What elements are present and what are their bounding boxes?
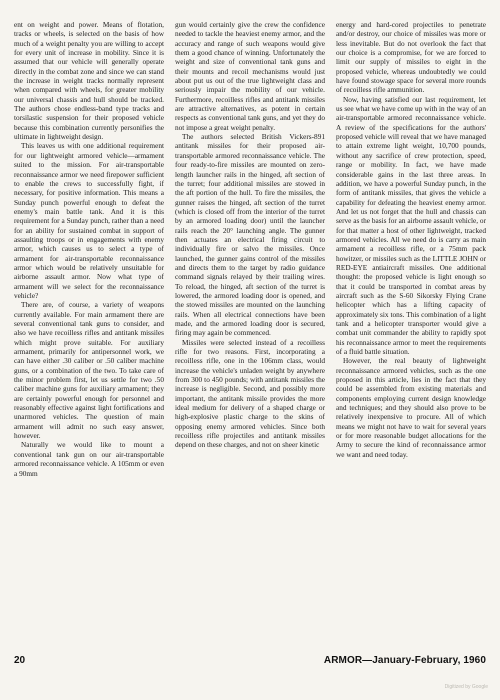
paragraph: There are, of course, a variety of weapons currently available. For main armament there are several conventional tank guns to consider, and also we have recoilless rifles and antitank missiles which might prove suitable. For auxiliary armament, primarily for antipersonnel work, we can have either .30 caliber or .50 caliber machine guns, or a combination of the two. To take care of the minor problem first, let us settle for two .50 caliber machine guns for auxiliary armament; they are certainly powerful enough for personnel and reasonably effective against light fortifications and unarmored vehicles. The question of main armament will admit no such easy answer, however. xyxy=(14,300,164,441)
paragraph: However, the real beauty of lightweight reconnaissance armored vehicles, such as the one proposed in this article, lies in the fact that they could be assembled from existing materials and components employing current design knowledge and techniques; and they should also prove to be relatively inexpensive to procure. All of which means we might not have to wait for several years or for more reasonable budget allocations for the Army to secure the kind of reconnaissance armor we want and need today. xyxy=(336,356,486,459)
paragraph: ent on weight and power. Means of flotation, tracks or wheels, is selected on the basis of how much of a weight penalty you are willing to accept for every unit of increase in mobility. Since it is assumed that our vehicle will generally operate directly in the combat zone and since we can stand the increase in weight tracks normally represent when compared with wheels, for greater mobility our universal chassis and hull should be tracked. The authors chose endless-band type tracks and torsilastic suspension for their proposed vehicle because this combination currently personifies the ultimate in lightweight design. xyxy=(14,20,164,142)
issue-line: ARMOR—January-February, 1960 xyxy=(323,655,486,666)
paragraph: gun would certainly give the crew the confidence needed to tackle the heaviest enemy armor, and the accuracy and range of such weapons would give them a good chance of winning. Unfortunately the weight and size of conventional tank guns and their mounts and recoil mechanisms would just about put us out of the true lightweight class and seriously impair the mobility of our vehicle. Furthermore, recoilless rifles and antitank missiles are attractive alternatives, as potent in certain respects as conventional tank guns, and yet they do not impose a great weight penalty. xyxy=(175,20,325,132)
paragraph: Naturally we would like to mount a conventional tank gun on our air-transportable armored reconnaissance vehicle. A 105mm or even a 90mm xyxy=(14,440,164,478)
paragraph: energy and hard-cored projectiles to penetrate and/or destroy, our choice of missiles was more or less inevitable. But do not overlook the fact that our choice is a compromise, for we are forced to limit our supply of missiles to eight in the proposed vehicle, whereas undoubtedly we could have found stowage space for several more rounds of recoilless rifle ammunition. xyxy=(336,20,486,95)
paragraph: Missiles were selected instead of a recoilless rifle for two reasons. First, incorporating a recoilless rifle, one in the 106mm class, would increase the vehicle's unladen weight by anywhere from 300 to 450 pounds; with antitank missiles the increase is negligible. Second, and possibly more important, the antitank missile provides the more ideal medium for delivery of a shaped charge or high-explosive plastic charge to the skins of opposing enemy armored vehicles. Since both recoilless rifle projectiles and antitank missiles depend on these charges, and not on sheer kinetic xyxy=(175,337,325,450)
paragraph: Now, having satisfied our last requirement, let us see what we have come up with in the way of an air-transportable armored reconnaissance vehicle. A review of the specifications for the authors' proposed vehicle will reveal that we have managed to attain extreme light weight, 10,700 pounds, without any sacrifice of crew protection, speed, range or mobility. In fact, we have made considerable gains in the last three areas. In addition, we have a powerful Sunday punch, in the form of antitank missiles, that gives the vehicle a capability for defeating the heaviest enemy armor. And let us not forget that the hull and chassis can serve as the basis for an airborne assault vehicle, or for that matter a host of other lightweight, tracked armored vehicles. All we need do is carry as main armament a recoilless rifle, or a 75mm pack howitzer, or missiles such as the LITTLE JOHN or RED-EYE antiaircraft missiles. One additional thought: the proposed vehicle is light enough so that it could be transported in combat areas by aircraft such as the S-60 Sikorsky Flying Crane helicopter which has a lifting capacity of approximately six tons. This combination of a light tank and a helicopter transporter would give a combat unit commander the ability to rapidly spot his reconnaissance armor to meet the requirements of a fluid battle situation. xyxy=(336,94,486,357)
paragraph: The authors selected British Vickers-891 antitank missiles for their proposed air-transportable armored reconnaissance vehicle. The four ready-to-fire missiles are mounted on zero-length launcher rails in the hinged, aft section of the turret; four additional missiles are stowed in the aft portion of the hull. To fire the missiles, the gunner raises the hinged, aft section of the turret (which is closed off from the interior of the turret by an armored loading door) until the launcher rails reach the 20° launching angle. The gunner then actuates an electrical firing circuit to individually fire or salvo the missiles. Once launched, the gunner gains control of the missiles and directs them to the target by radio guidance command signals relayed by their trailing wires. To reload, the hinged, aft section of the turret is lowered, the armored loading door is opened, and the stowed missiles are mounted on the launching rails. When all electrical connections have been made, and the armored loading door is secured, firing may again be commenced. xyxy=(175,132,325,338)
text-column-2 xyxy=(175,20,325,640)
scan-watermark: Digitized by Google xyxy=(444,684,488,690)
page-footer xyxy=(14,655,486,669)
paragraph: This leaves us with one additional requirement for our lightweight armored vehicle—armament suited to the mission. For air-transportable reconnaissance armor we need firepower sufficient to enable the crews to successfully fight, if necessary, for positive information. This means a Sunday punch powerful enough to defeat the enemy's main battle tank. And it is this requirement for a Sunday punch, rather than a need for an ability for sustained combat in support of assaulting troops or in engagements with enemy armor, which causes us to select a type of armament for air-transportable reconnaissance armor which would be relatively unsuitable for airborne assault armor. Now what type of armament will we select for the reconnaissance vehicle? xyxy=(14,141,164,300)
text-column-1 xyxy=(14,20,164,640)
article-body xyxy=(14,20,486,640)
text-column-3 xyxy=(336,20,486,640)
page-number: 20 xyxy=(14,655,26,666)
